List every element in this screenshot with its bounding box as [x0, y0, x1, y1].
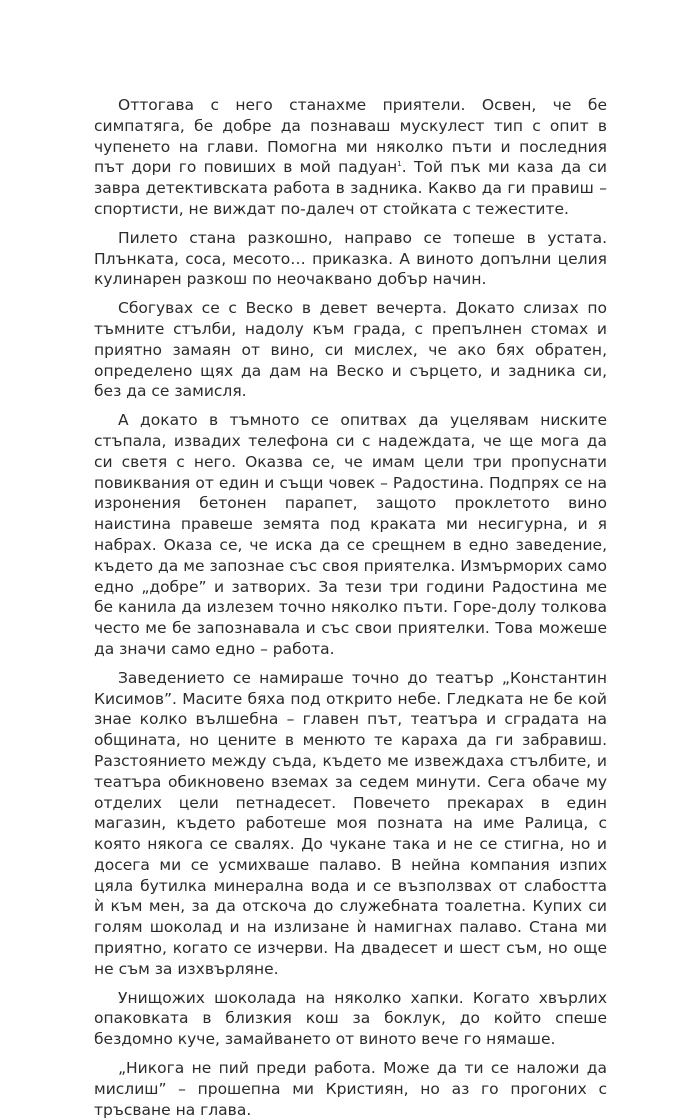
body-text — [94, 95, 607, 1120]
paragraph-1 — [94, 95, 607, 220]
footnote-marker: 1 — [397, 160, 402, 169]
paragraph-4: А докато в тъмното се опитвах да уцелявам ниските стъпала, извадих телефона си с надеждата, че ще мога да си светя с него. Оказва се, че имам цели три пропуснати повиквания от един и същи човек – Радостина. Подпрях се на изронения бетонен парапет, защото проклетото вино наистина правеше земята под краката ми несигурна, и я набрах. Оказа се, че иска да се срещнем в едно заведение, където да ме запознае със своя приятелка. Измърморих само едно „добре” и затворих. За тези три години Радостина ме бе канила да излезем точно няколко пъти. Горе-долу толкова често ме бе запознавала и със свои приятелки. Това можеше да значи само едно – работа. — [94, 411, 607, 658]
paragraph-6: Унищожих шоколада на няколко хапки. Когато хвърлих опаковката в близкия кош за боклук, до който спеше бездомно куче, замайването от виното вече го нямаше. — [94, 988, 607, 1049]
paragraph-1-text-a: Оттогава с него станахме приятели. Освен, че бе симпатяга, бе добре да познаваш мускулест тип с опит в чупенето на глави. Помогна ми няколко пъти и последния път дори го повиших в мой падуан — [94, 96, 607, 177]
paragraph-2: Пилето стана разкошно, направо се топеше в устата. Плънката, соса, месото… приказка. А виното допълни целия кулинарен разкош по неочаквано добър начин. — [94, 228, 607, 289]
paragraph-7: „Никога не пий преди работа. Може да ти се наложи да мислиш” – прошепна ми Кристиян, но аз го прогоних с тръсване на глава. — [94, 1059, 607, 1119]
paragraph-1-text-b: . Той пък ми каза да си завра детективската работа в задника. Какво да ги правиш – спортисти, не виждат по-далеч от стойката с тежестите. — [94, 158, 607, 218]
paragraph-5: Заведението се намираше точно до театър „Константин Кисимов”. Масите бяха под открито небе. Гледката не бе кой знае колко вълшебна – главен път, театъра и сградата на общината, но цените в менюто те караха да ги забравиш. Разстоянието между съда, където ме извеждаха стълбите, и театъра обикновено вземах за седем минути. Сега обаче му отделих цели петнадесет. Повечето прекарах в един магазин, където работеше моя позната на име Ралица, с която някога се свалях. До чукане така и не се стигна, но и досега ми се усмихваше палаво. В нейна компания изпих цяла бутилка минерална вода и се възползвах от слабостта ѝ към мен, за да отскоча до служебната тоалетна. Купих си голям шоколад и на излизане ѝ намигнах палаво. Стана ми приятно, когато се изчерви. На двадесет и шест съм, но още не съм за изхвърляне. — [94, 668, 607, 978]
paragraph-3: Сбогувах се с Веско в девет вечерта. Докато слизах по тъмните стълби, надолу към града, с препълнен стомах и приятно замаян от вино, си мислех, че ако бях обратен, определено щях да дам на Веско и сърцето, и задника си, без да се замисля. — [94, 299, 607, 401]
